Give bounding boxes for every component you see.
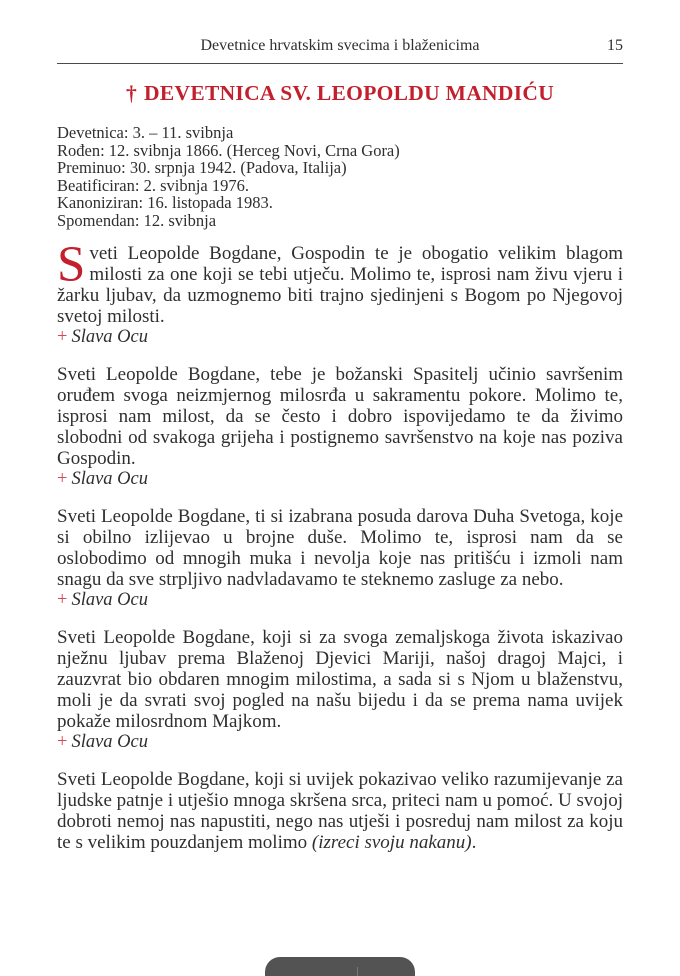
chapter-title <box>57 81 623 105</box>
metadata-line: Rođen: 12. svibnja 1866. (Herceg Novi, Crna Gora) <box>57 140 400 160</box>
viewer-bottom-toolbar[interactable] <box>265 957 415 976</box>
toolbar-divider <box>357 967 358 976</box>
page-number: 15 <box>607 37 623 54</box>
running-title: Devetnice hrvatskim svecima i blaženicima <box>200 37 480 54</box>
prayer-paragraph: Sveti Leopolde Bogdane, ti si izabrana posuda darova Duha Svetoga, koje si obilno izlijevao u brojne duše. Molimo te, isprosi nam da se oslobodimo od mnogih muka i nevolja koje nas pritišću i izmoli nam snagu da sve strpljivo nadvladavamo te steknemo zasluge za nebo. <box>57 505 623 590</box>
refrain-line <box>57 327 623 348</box>
dagger-cross-icon: † <box>125 81 138 105</box>
red-plus-cross-icon: + <box>57 468 68 489</box>
chapter-title-text: DEVETNICA SV. LEOPOLDU MANDIĆU <box>144 81 555 105</box>
refrain-label: Slava Ocu <box>71 468 148 489</box>
metadata-line: Beatificiran: 2. svibnja 1976. <box>57 175 249 195</box>
drop-cap: S <box>57 236 86 293</box>
metadata-list <box>57 124 623 230</box>
refrain-line <box>57 732 623 753</box>
rubric-note: (izreci svoju nakanu) <box>311 831 472 853</box>
metadata-line: Kanoniziran: 16. listopada 1983. <box>57 193 273 213</box>
refrain-line <box>57 590 623 611</box>
prayer-list <box>57 236 623 853</box>
prayer-paragraph: Sveti Leopolde Bogdane, koji si za svoga zemaljskoga života iskazivao nježnu ljubav prema Blaženoj Djevici Mariji, našoj dragoj Majci, i zauzvrat bio obdaren mnogim milostima, a sada si s Njom u blaženstvu, moli je da svrati svoj pogled na našu bijedu i da se prema nama uvijek pokaže milosrdnom Majkom. <box>57 626 623 732</box>
refrain-label: Slava Ocu <box>71 589 148 610</box>
running-header <box>57 37 623 64</box>
metadata-line: Devetnica: 3. – 11. svibnja <box>57 123 234 142</box>
refrain-line <box>57 469 623 490</box>
red-plus-cross-icon: + <box>57 589 68 610</box>
prayer-paragraph: Sveti Leopolde Bogdane, Gospodin te je obogatio velikim blagom milosti za one koji se tebi utječu. Molimo te, isprosi nam živu vjeru i žarku ljubav, da uzmognemo biti trajno sjedinjeni s Bogom po Njegovoj svetoj milosti. <box>57 236 623 327</box>
prayer-paragraph: Sveti Leopolde Bogdane, tebe je božanski Spasitelj učinio savršenim oruđem svoga neizmjernog milosrđa u sakramentu pokore. Molimo te, isprosi nam milost, da se često i dobro ispovijedamo te da živimo slobodni od svakoga grijeha i postignemo savršenstvo na koje nas poziva Gospodin. <box>57 363 623 469</box>
refrain-label: Slava Ocu <box>71 326 148 347</box>
page-content <box>57 0 623 853</box>
metadata-line: Preminuo: 30. srpnja 1942. (Padova, Italija) <box>57 158 347 178</box>
red-plus-cross-icon: + <box>57 326 68 347</box>
refrain-label: Slava Ocu <box>71 731 148 752</box>
prayer-paragraph: Sveti Leopolde Bogdane, koji si uvijek pokazivao veliko razumijevanje za ljudske patnje i utješio mnoga skršena srca, priteci nam u pomoć. U svojoj dobroti nemoj nas napustiti, nego nas utješi i posreduj nam milost za koju te s velikim pouzdanjem molimo (izreci svoju nakanu). <box>57 768 623 853</box>
metadata-line: Spomendan: 12. svibnja <box>57 210 217 230</box>
red-plus-cross-icon: + <box>57 731 68 752</box>
